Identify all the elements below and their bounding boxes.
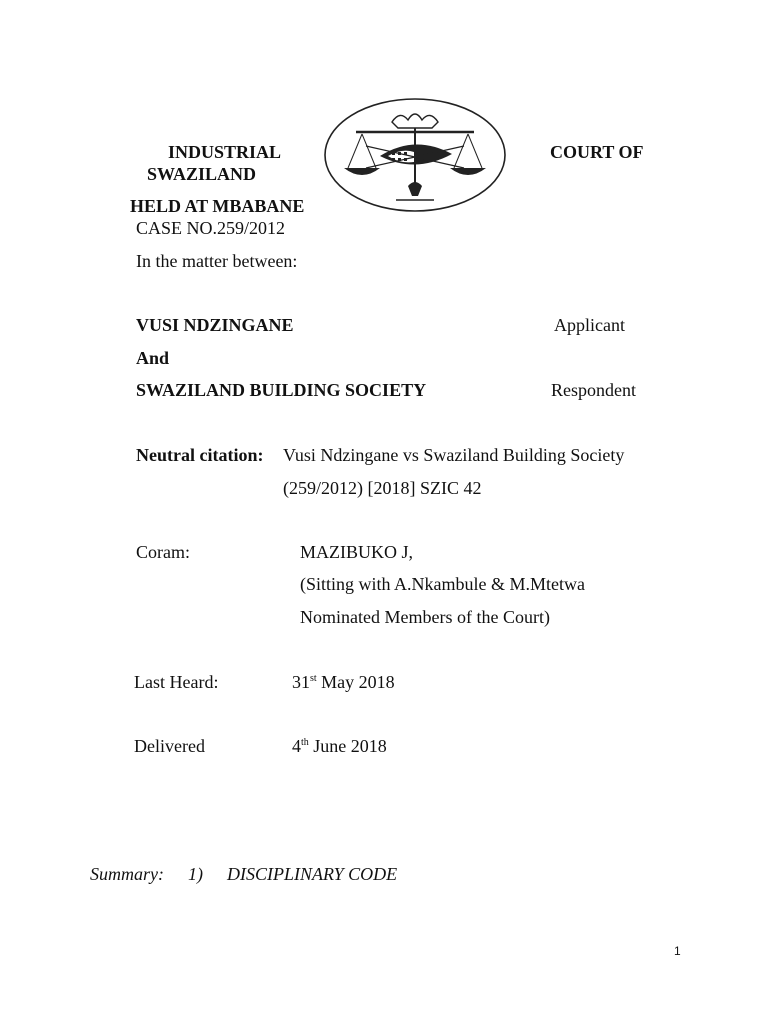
summary-number: 1)	[188, 864, 203, 884]
applicant-name: VUSI NDZINGANE	[136, 315, 294, 335]
case-number: CASE NO.259/2012	[136, 218, 286, 238]
last-heard-label: Last Heard:	[134, 672, 219, 692]
matter-intro: In the matter between:	[136, 251, 298, 271]
citation-label: Neutral citation:	[136, 445, 264, 465]
delivered-day: 4	[292, 736, 301, 756]
last-heard-month-year: May 2018	[316, 672, 395, 692]
delivered-month-year: June 2018	[308, 736, 387, 756]
last-heard-day: 31	[292, 672, 310, 692]
court-name-right: COURT OF	[550, 142, 644, 162]
coram-label: Coram:	[136, 542, 190, 562]
held-at: HELD AT MBABANE	[130, 196, 305, 216]
delivered-suffix: th	[301, 737, 309, 748]
summary-heading: DISCIPLINARY CODE	[227, 864, 398, 884]
last-heard-date	[292, 672, 395, 693]
respondent-name: SWAZILAND BUILDING SOCIETY	[136, 380, 427, 400]
coram-line1: MAZIBUKO J,	[300, 542, 414, 562]
court-seal-icon	[322, 96, 508, 214]
coram-line2: (Sitting with A.Nkambule & M.Mtetwa	[300, 574, 585, 594]
respondent-role: Respondent	[551, 380, 636, 400]
last-heard-suffix: st	[310, 673, 317, 684]
page-number: 1	[674, 944, 681, 958]
applicant-role: Applicant	[554, 315, 625, 335]
and-separator: And	[136, 348, 170, 368]
court-name-left-line2: SWAZILAND	[147, 164, 257, 184]
summary-label: Summary:	[90, 864, 164, 884]
coram-line3: Nominated Members of the Court)	[300, 607, 550, 627]
delivered-date	[292, 736, 387, 757]
court-name-left-line1: INDUSTRIAL	[168, 142, 282, 162]
citation-line1: Vusi Ndzingane vs Swaziland Building Society	[283, 445, 625, 465]
citation-line2: (259/2012) [2018] SZIC 42	[283, 478, 482, 498]
delivered-label: Delivered	[134, 736, 205, 756]
